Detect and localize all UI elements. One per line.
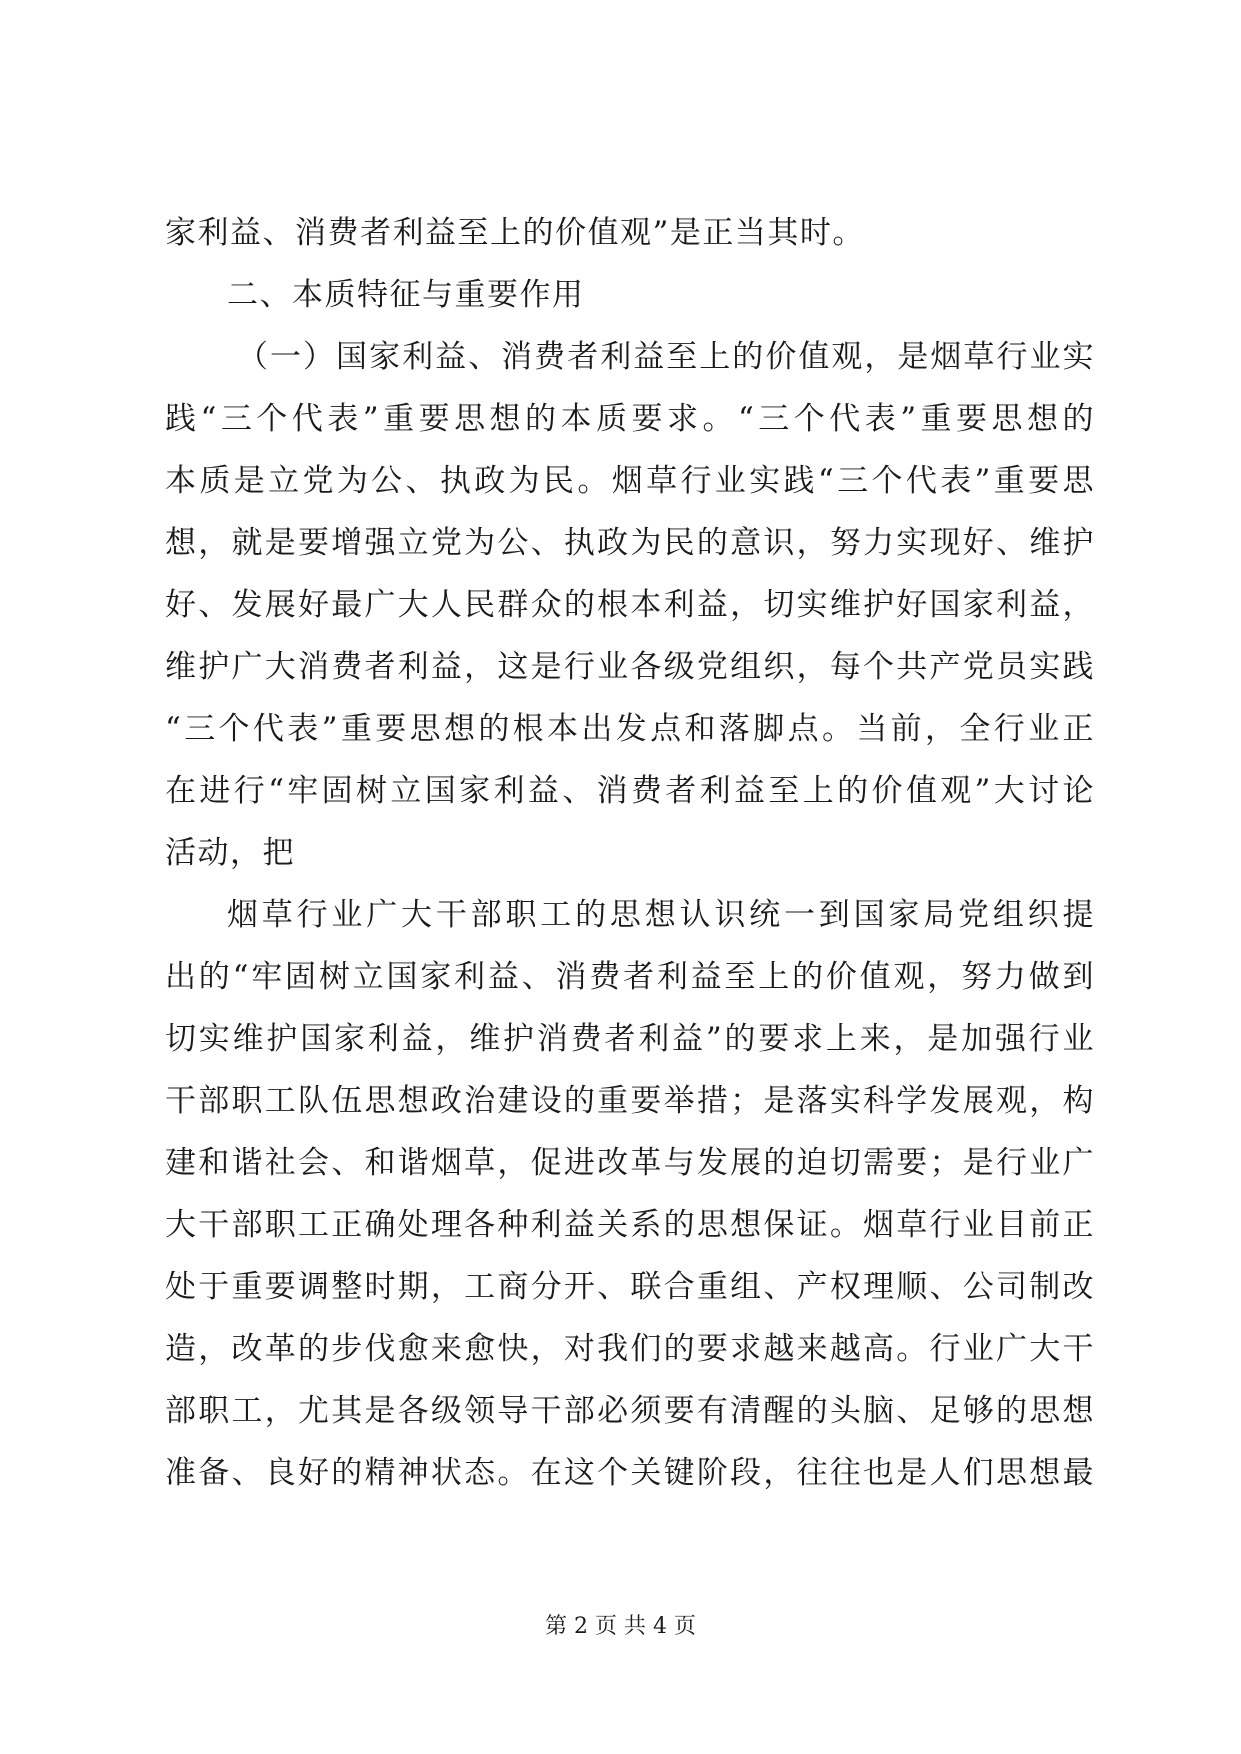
text-line: 大干部职工正确处理各种利益关系的思想保证。烟草行业目前正 xyxy=(165,1207,1095,1243)
text-line: 在进行“牢固树立国家利益、消费者利益至上的价值观”大讨论 xyxy=(165,773,1095,809)
text-line: 践“三个代表”重要思想的本质要求。“三个代表”重要思想的 xyxy=(165,401,1095,437)
body-text xyxy=(165,202,1095,1504)
text-line: 想，就是要增强立党为公、执政为民的意识，努力实现好、维护 xyxy=(165,525,1095,561)
text-line: 维护广大消费者利益，这是行业各级党组织，每个共产党员实践 xyxy=(165,649,1095,685)
text-line: 烟草行业广大干部职工的思想认识统一到国家局党组织提 xyxy=(227,897,1095,933)
text-line: 活动，把 xyxy=(165,835,295,871)
text-line: 部职工，尤其是各级领导干部必须要有清醒的头脑、足够的思想 xyxy=(165,1393,1095,1429)
text-line: 准备、良好的精神状态。在这个关键阶段，往往也是人们思想最 xyxy=(165,1455,1095,1491)
text-line: “三个代表”重要思想的根本出发点和落脚点。当前，全行业正 xyxy=(165,711,1095,747)
text-line: 切实维护国家利益，维护消费者利益”的要求上来，是加强行业 xyxy=(165,1021,1095,1057)
page-number: 第 2 页 共 4 页 xyxy=(545,1614,696,1639)
text-line: 本质是立党为公、执政为民。烟草行业实践“三个代表”重要思 xyxy=(165,463,1095,499)
text-line: 好、发展好最广大人民群众的根本利益，切实维护好国家利益， xyxy=(165,587,1095,623)
text-line: 干部职工队伍思想政治建设的重要举措；是落实科学发展观，构 xyxy=(165,1083,1095,1119)
text-line: （一）国家利益、消费者利益至上的价值观，是烟草行业实 xyxy=(237,339,1095,375)
page-footer xyxy=(0,1612,1241,1642)
text-line: 处于重要调整时期，工商分开、联合重组、产权理顺、公司制改 xyxy=(165,1269,1095,1305)
text-line: 造，改革的步伐愈来愈快，对我们的要求越来越高。行业广大干 xyxy=(165,1331,1095,1367)
text-line: 家利益、消费者利益至上的价值观”是正当其时。 xyxy=(165,215,865,251)
text-line: 建和谐社会、和谐烟草，促进改革与发展的迫切需要；是行业广 xyxy=(165,1145,1095,1181)
text-line: 出的“牢固树立国家利益、消费者利益至上的价值观，努力做到 xyxy=(165,959,1095,995)
section-heading: 二、本质特征与重要作用 xyxy=(227,277,585,313)
